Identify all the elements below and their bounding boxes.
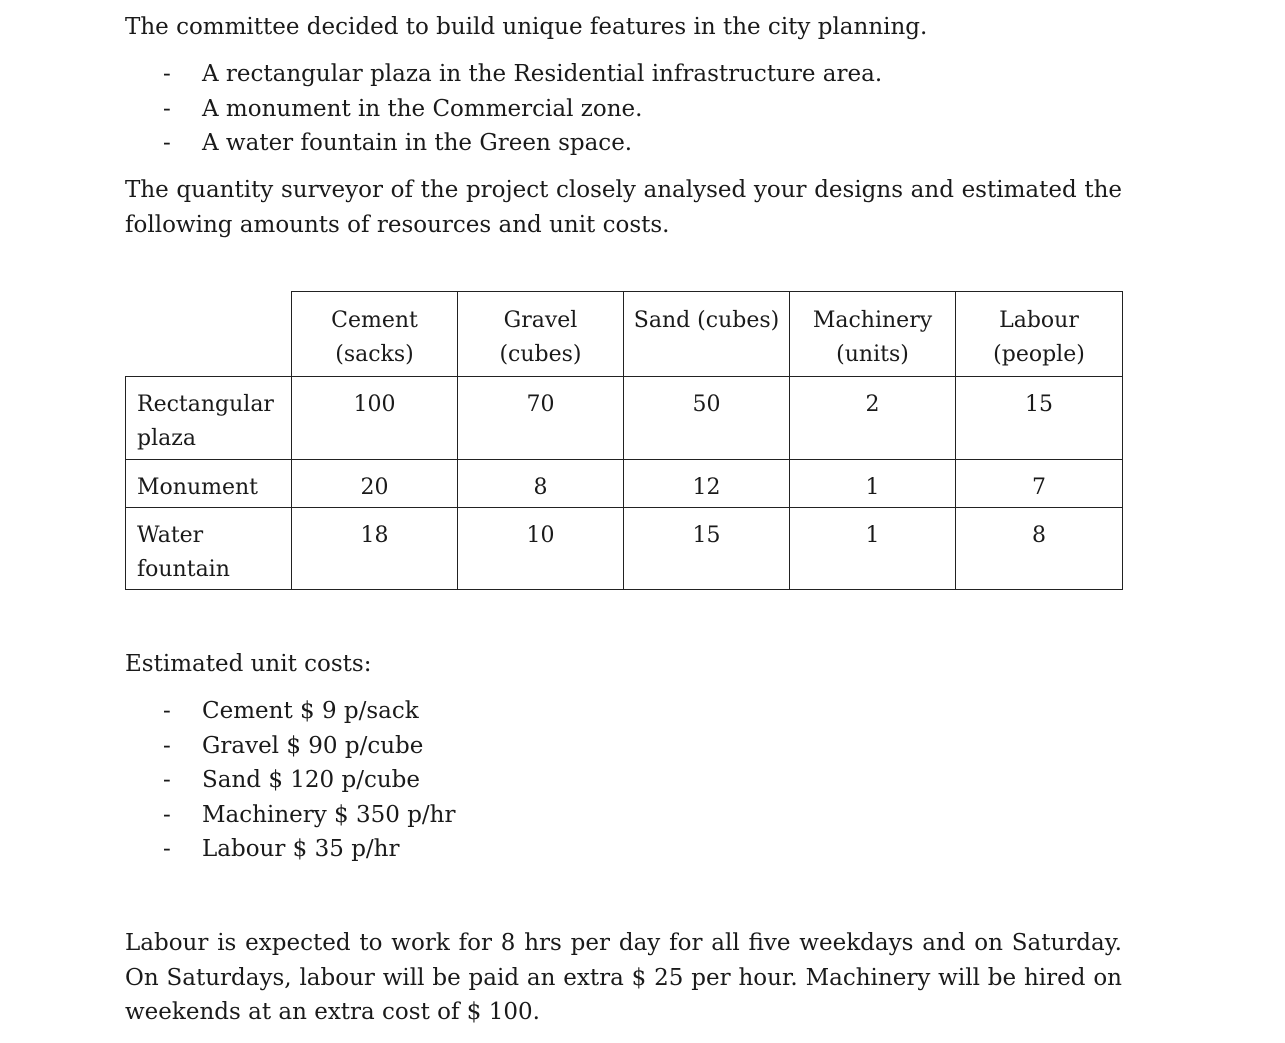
list-item xyxy=(125,57,882,92)
list-item xyxy=(125,729,455,764)
unit-costs-heading: Estimated unit costs: xyxy=(125,651,372,677)
dash-bullet: - xyxy=(163,732,171,759)
table-cell: 1 xyxy=(790,460,956,508)
feature-text: A water fountain in the Green space. xyxy=(202,130,633,156)
list-item xyxy=(125,92,882,127)
surveyor-paragraph: The quantity surveyor of the project closely analysed your designs and estimated the following amounts of resources and unit costs. xyxy=(125,177,1122,238)
dash-bullet: - xyxy=(163,95,171,122)
table-header-row xyxy=(126,292,1123,377)
column-header-machinery: Machinery (units) xyxy=(790,292,956,377)
feature-text: A rectangular plaza in the Residential infrastructure area. xyxy=(202,61,883,87)
table-cell: 7 xyxy=(956,460,1123,508)
table-cell: 70 xyxy=(458,377,624,460)
table-cell: 1 xyxy=(790,508,956,590)
dash-bullet: - xyxy=(163,698,171,724)
column-header-sand: Sand (cubes) xyxy=(624,292,790,377)
list-item xyxy=(125,694,455,729)
table-cell: 10 xyxy=(458,508,624,590)
table-cell: 15 xyxy=(956,377,1123,460)
table-corner-cell xyxy=(126,292,292,377)
column-header-labour: Labour (people) xyxy=(956,292,1123,377)
unit-cost-text: Gravel $ 90 p/cube xyxy=(202,732,424,759)
unit-cost-text: Labour $ 35 p/hr xyxy=(202,836,400,862)
row-header: Rectangular plaza xyxy=(126,377,292,460)
dash-bullet: - xyxy=(163,767,171,793)
features-list xyxy=(125,57,882,161)
unit-costs-list xyxy=(125,694,455,867)
table-cell: 50 xyxy=(624,377,790,460)
list-item xyxy=(125,763,455,798)
list-item xyxy=(125,126,882,161)
row-header: Water fountain xyxy=(126,508,292,590)
feature-text: A monument in the Commercial zone. xyxy=(202,95,643,122)
table-row xyxy=(126,377,1123,460)
table-cell: 8 xyxy=(956,508,1123,590)
dash-bullet: - xyxy=(163,801,171,828)
table-cell: 20 xyxy=(292,460,458,508)
dash-bullet: - xyxy=(163,130,171,156)
unit-cost-text: Machinery $ 350 p/hr xyxy=(202,801,456,828)
table-cell: 8 xyxy=(458,460,624,508)
table-cell: 15 xyxy=(624,508,790,590)
table-cell: 100 xyxy=(292,377,458,460)
row-header: Monument xyxy=(126,460,292,508)
unit-cost-text: Cement $ 9 p/sack xyxy=(202,698,419,724)
table-cell: 18 xyxy=(292,508,458,590)
column-header-gravel: Gravel (cubes) xyxy=(458,292,624,377)
list-item xyxy=(125,798,455,833)
dash-bullet: - xyxy=(163,836,171,862)
column-header-cement: Cement (sacks) xyxy=(292,292,458,377)
dash-bullet: - xyxy=(163,61,171,87)
table-row xyxy=(126,460,1123,508)
resource-table xyxy=(125,291,1123,590)
intro-heading: The committee decided to build unique features in the city planning. xyxy=(125,14,928,40)
table-row xyxy=(126,508,1123,590)
table-cell: 12 xyxy=(624,460,790,508)
labour-paragraph: Labour is expected to work for 8 hrs per day for all five weekdays and on Saturday. On Saturdays, labour will be paid an extra $ 25 per hour. Machinery will be hired on weekends at an extra cost of $ 100. xyxy=(125,930,1122,1025)
unit-cost-text: Sand $ 120 p/cube xyxy=(202,767,420,793)
table-cell: 2 xyxy=(790,377,956,460)
list-item xyxy=(125,832,455,867)
